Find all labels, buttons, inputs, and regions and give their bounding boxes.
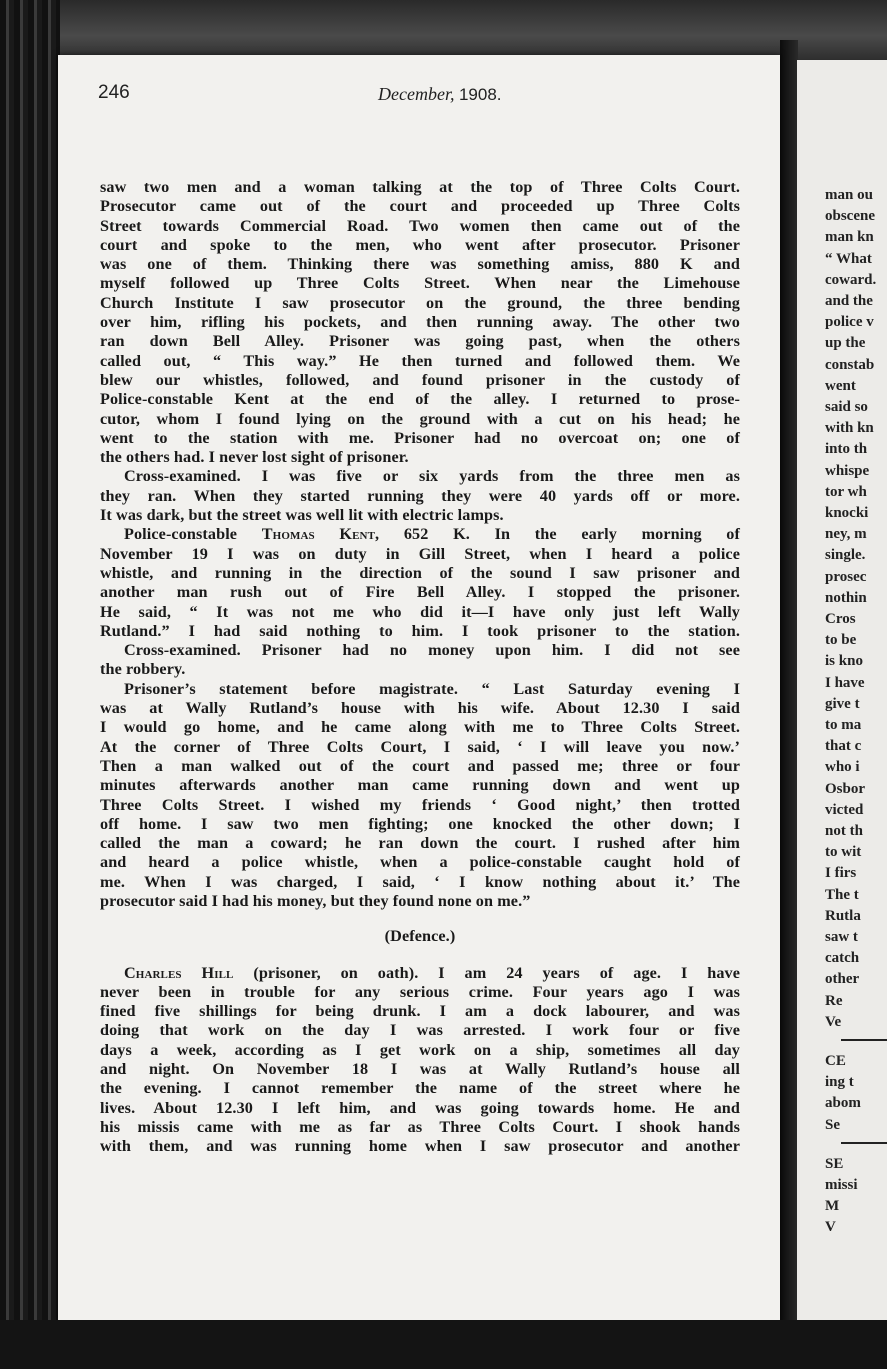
page-number: 246 [98,82,130,103]
facing-page-fragment: missi [825,1177,858,1193]
facing-page-fragment: whispe [825,462,870,479]
speaker-name: Charles Hill [124,963,234,982]
facing-page-fragment: that c [825,738,862,755]
running-head-month: December, [378,84,455,104]
text-line: never been in trouble for any serious crime. Four years ago I was [100,982,740,1001]
text-line: Police-constable Kent at the end of the alley. I returned to prose- [100,390,740,409]
text-line: Three Colts Street. I wished my friends ‘ Good night,’ then trotted [100,795,740,814]
facing-page-fragment: coward. [825,271,877,288]
facing-page-fragment: said so [825,399,868,415]
facing-page-fragment: V [825,1219,836,1236]
facing-page-fragment: man kn [825,229,874,246]
line-text: Police-constable [124,525,262,544]
text-line: It was dark, but the street was well lit with electric lamps. [100,506,504,525]
text-line: Rutland.” I had said nothing to him. I took prisoner to the station. [100,621,740,640]
facing-page-fragment: to be [825,632,857,649]
facing-page-fragment: SE [825,1155,844,1172]
facing-page-fragment: is kno [825,653,863,670]
text-line: another man rush out of Fire Bell Alley. I stopped the prisoner. [100,583,740,602]
line-text: (prisoner, on oath). I am 24 years of age. I have [233,963,741,982]
text-line: off home. I saw two men fighting; one knocked the other down; I [100,814,740,833]
running-head [378,84,502,105]
facing-page-fragment: I have [825,674,865,691]
text-line: the evening. I cannot remember the name of the street where he [100,1079,740,1098]
line-text: , 652 K. In the early morning of [375,525,740,544]
text-line: prosecutor said I had his money, but they found none on me.” [100,891,531,910]
text-line: He said, “ It was not me who did it—I have only just left Wally [100,602,740,621]
running-head-year: 1908. [458,85,502,104]
facing-page-fragment: give t [825,695,860,712]
text-line: Prisoner’s statement before magistrate. “ Last Saturday evening I [124,679,740,698]
facing-page-fragment: obscene [825,208,875,225]
text-line: At the corner of Three Colts Court, I said, ‘ I will leave you now.’ [100,737,740,756]
facing-page-fragment: Rutla [825,907,861,924]
facing-page-fragment: went [825,377,856,394]
text-line: minutes afterwards another man came running down and went up [100,776,740,795]
text-line: November 19 I was on duty in Gill Street, when I heard a police [100,544,740,563]
text-line: doing that work on the day I was arrested. I work four or five [100,1021,740,1040]
facing-page-fragment: I firs [825,865,857,882]
facing-page-fragment: catch [825,950,860,967]
text-line: court and spoke to the men, who went after prosecutor. Prisoner [100,235,740,254]
facing-page-fragment: “ What [825,250,872,267]
text-line: was one of them. Thinking there was something amiss, 880 K and [100,255,740,274]
text-line: Prosecutor came out of the court and proceeded up Three Colts [100,197,740,216]
text-line: they ran. When they started running they were 40 yards off or more. [100,486,740,505]
facing-page-fragment: up the [825,335,866,352]
text-line: his missis came with me as far as Three Colts Court. I shook hands [100,1117,740,1136]
facing-page-fragment: ing t [825,1074,854,1091]
facing-page-fragment: and the [825,293,873,309]
facing-page-rule [841,1142,887,1144]
facing-page-fragment: tor wh [825,483,867,500]
text-line: fined five shillings for being drunk. I am a dock labourer, and was [100,1002,740,1021]
text-line: and night. On November 18 I was at Wally Rutland’s house all [100,1060,740,1079]
facing-page-fragment: Se [825,1116,840,1133]
text-line: and heard a police whistle, when a police-constable caught hold of [100,853,740,872]
facing-page [797,60,887,1320]
facing-page-fragment: victed [825,801,864,818]
facing-page-fragment: not th [825,823,863,839]
facing-page-fragment: single. [825,547,866,564]
facing-page-fragment: prosec [825,568,867,585]
text-line: Cross-examined. Prisoner had no money upon him. I did not see [124,641,740,660]
text-line: I would go home, and he came along with me to Three Colts Street. [100,718,740,737]
facing-page-fragment: other [825,971,860,988]
text-line: cutor, whom I found lying on the ground with a cut on his head; he [100,409,740,428]
text-line: Then a man walked out of the court and passed me; three or four [100,756,740,775]
facing-page-fragment: constab [825,356,875,373]
text-line: called the man a coward; he ran down the court. I rushed after him [100,834,740,853]
facing-page-fragment: to wit [825,844,862,861]
facing-page-fragment: abom [825,1095,861,1112]
scan-background-bottom [0,1320,887,1369]
facing-page-fragment: Re [825,992,843,1009]
page-body-text [100,178,740,1157]
text-line: saw two men and a woman talking at the top of Three Colts Court. [100,178,740,196]
facing-page-fragment: into th [825,441,868,458]
facing-page-fragment: to ma [825,717,862,733]
facing-page-fragment: Osbor [825,780,866,797]
text-line: over him, rifling his pockets, and then running away. The other two [100,313,740,332]
text-line: was at Wally Rutland’s house with his wife. About 12.30 I said [100,699,740,718]
text-line: whistle, and running in the direction of the sound I saw prisoner and [100,563,740,582]
text-line [100,525,740,544]
section-heading: (Defence.) [384,927,456,946]
facing-page-fragment: who i [825,759,860,776]
text-line: myself followed up Three Colts Street. When near the Limehouse [100,274,740,293]
page-header [98,82,738,112]
gutter-shadow [780,40,798,1340]
facing-page-fragment: nothin [825,589,867,606]
text-line: days a week, according as I get work on a ship, sometimes all day [100,1040,740,1059]
facing-page-fragment: CE [825,1053,846,1069]
facing-page-fragment: Cros [825,611,856,627]
text-line: called out, “ This way.” He then turned and followed them. We [100,351,740,370]
text-line: the robbery. [100,660,186,679]
facing-page-fragment: Ve [825,1013,842,1030]
facing-page-fragment: M [825,1198,840,1215]
text-line: Cross-examined. I was five or six yards from the three men as [124,467,740,486]
text-line: blew our whistles, followed, and found prisoner in the custody of [100,370,740,389]
text-line: with them, and was running home when I saw prosecutor and another [100,1137,740,1156]
text-line: Church Institute I saw prosecutor on the ground, the three bending [100,293,740,312]
facing-page-fragment: police v [825,314,874,331]
speaker-name: Thomas Kent [261,525,376,544]
facing-page-fragment: ney, m [825,526,867,543]
facing-page-fragment: The t [825,886,859,903]
text-line: Street towards Commercial Road. Two women then came out of the [100,216,740,235]
text-line: went to the station with me. Prisoner had no overcoat on; one of [100,428,740,447]
book-spine [0,0,60,1369]
scan-background-top [0,0,887,60]
text-line: lives. About 12.30 I left him, and was going towards home. He and [100,1098,740,1117]
text-line: the others had. I never lost sight of prisoner. [100,448,409,467]
facing-page-fragment: knocki [825,505,869,521]
text-line: ran down Bell Alley. Prisoner was going past, when the others [100,332,740,351]
text-line: me. When I was charged, I said, ‘ I know nothing about it.’ The [100,872,740,891]
facing-page-fragment: saw t [825,929,858,945]
facing-page-fragment: man ou [825,187,873,203]
facing-page-fragment: with kn [825,420,874,437]
text-line [100,964,740,983]
facing-page-rule [841,1039,887,1041]
